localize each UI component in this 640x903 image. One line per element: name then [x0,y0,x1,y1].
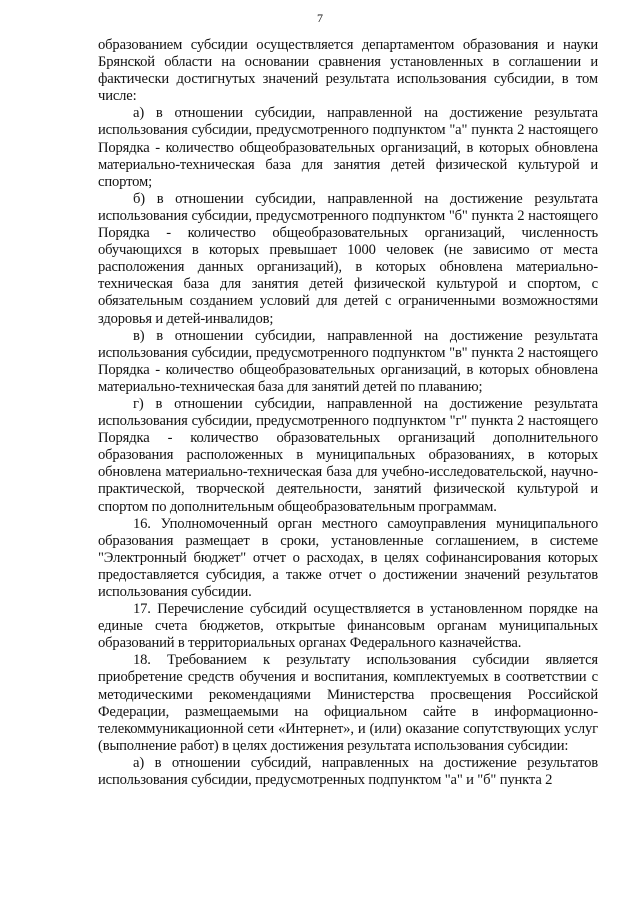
paragraph-18: 18. Требованием к результату использования субсидии является приобретение средств обучения и воспитания, комплектуемых в соответствии с методическими рекомендациями Министерства просвещения Российской Федерации, размещаемыми на официальном сайте в информационно-телекоммуникационной сети «Интернет», и (или) оказание сопутствующих услуг (выполнение работ) в целях достижения результата использования субсидии: [98,652,598,754]
page-number: 7 [317,11,323,25]
paragraph-18-item-a: а) в отношении субсидий, направленных на достижение результатов использования субсидии, предусмотренных подпунктом "а" и "б" пункта 2 [98,754,598,789]
paragraph-item-g: г) в отношении субсидии, направленной на достижение результата использования субсидии, предусмотренного подпунктом "г" пункта 2 настоящего Порядка - количество образовательных организаций дополнительного образования расположенных в муниципальных образованиях, в которых обновлена материально-техническая база для учебно-исследовательской, научно-практической, творческой деятельности, занятий физической культурой и спортом по дополнительным общеобразовательным программам. [98,395,598,515]
paragraph-item-v: в) в отношении субсидии, направленной на достижение результата использования субсидии, предусмотренного подпунктом "в" пункта 2 настоящего Порядка - количество общеобразовательных организаций, в которых обновлена материально-техническая база для занятий детей по плаванию; [98,327,598,395]
paragraph-continuation: образованием субсидии осуществляется департаментом образования и науки Брянской области на основании сравнения установленных в соглашении и фактически достигнутых значений результата использования субсидии, в том числе: [98,37,598,105]
paragraph-16: 16. Уполномоченный орган местного самоуправления муниципального образования размещает в сроки, установленные соглашением, в системе "Электронный бюджет" отчет о расходах, в целях софинансирования которых предоставляется субсидия, а также отчет о достижении значений результатов использования субсидии. [98,515,598,600]
paragraph-item-a: а) в отношении субсидии, направленной на достижение результата использования субсидии, предусмотренного подпунктом "а" пункта 2 настоящего Порядка - количество общеобразовательных организаций, в которых обновлена материально-техническая база для занятия детей физической культурой и спортом; [98,105,598,190]
paragraph-item-b: б) в отношении субсидии, направленной на достижение результата использования субсидии, предусмотренного подпунктом "б" пункта 2 настоящего Порядка - количество общеобразовательных организаций, численность обучающихся в которых превышает 1000 человек (не зависимо от места расположения данных организаций), в которых обновлена материально-техническая база для занятия детей физической культурой и спортом, с обязательным созданием условий для детей с ограниченными возможностями здоровья и детей-инвалидов; [98,190,598,327]
document-body [98,37,598,789]
paragraph-17: 17. Перечисление субсидий осуществляется в установленном порядке на единые счета бюджетов, открытые финансовым органам муниципальных образований в территориальных органах Федерального казначейства. [98,601,598,652]
